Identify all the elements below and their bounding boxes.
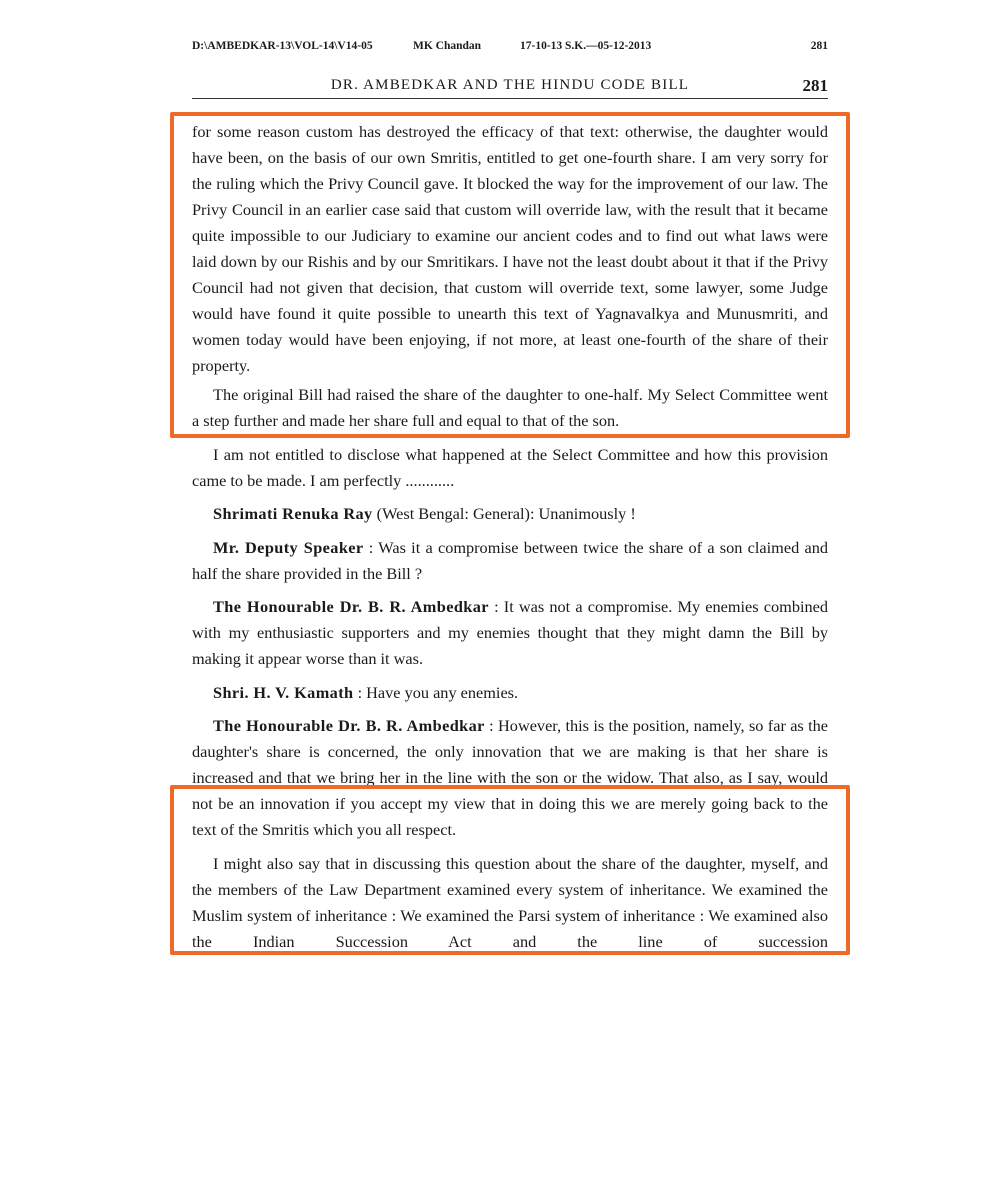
speaker-name: Shrimati Renuka Ray xyxy=(213,504,373,523)
running-head-page-number: 281 xyxy=(802,76,828,95)
scan-file-path: D:\AMBEDKAR-13\VOL-14\V14-05 xyxy=(192,40,373,52)
document-body xyxy=(192,119,828,955)
paragraph: I might also say that in discussing this question about the share of the daughter, myself, and the members of the Law Department examined every system of inheritance. We examined the Muslim system of inheritance : We examined the Parsi system of inheritance : We examined also the Indian Succession Act and the line of succession xyxy=(192,853,828,951)
scan-dates: 17-10-13 S.K.—05-12-2013 xyxy=(520,40,652,52)
speech-kamath: Shri. H. V. Kamath : Have you any enemies. xyxy=(213,682,519,702)
speaker-name: Mr. Deputy Speaker xyxy=(213,537,364,557)
speech-renuka-ray: Shrimati Renuka Ray (West Bengal: General): Unanimously ! xyxy=(213,504,636,523)
speaker-name: Shri. H. V. Kamath xyxy=(213,682,354,702)
speech-ambedkar: The Honourable Dr. B. R. Ambedkar : It was not a compromise. My enemies combined with my enthusiastic supporters and my enemies thought that they might damn the Bill by making it appear worse than it was. xyxy=(192,597,828,668)
speech-ambedkar: The Honourable Dr. B. R. Ambedkar : However, this is the position, namely, so far as the daughter's share is concerned, the only innovation that we are making is that her share is increased and that we bring her in the line with the son or the widow. That also, as I say, would not be an innovation if you accept my view that in doing this we are merely going back to the text of the Smritis which you all respect. xyxy=(192,716,829,839)
paragraph: I am not entitled to disclose what happened at the Select Committee and how this provision came to be made. I am perfectly ............ xyxy=(192,444,828,490)
speaker-name: The Honourable Dr. B. R. Ambedkar xyxy=(213,716,485,735)
paragraph: The original Bill had raised the share of the daughter to one-half. My Select Committee went a step further and made her share full and equal to that of the son. xyxy=(192,385,828,430)
scan-operator: MK Chandan xyxy=(413,40,482,52)
scan-page-number: 281 xyxy=(810,40,828,52)
scan-header xyxy=(192,40,828,58)
speech-deputy-speaker: Mr. Deputy Speaker : Was it a compromise between twice the share of a son claimed and half the share provided in the Bill ? xyxy=(192,537,828,583)
paragraph-continued: for some reason custom has destroyed the efficacy of that text: otherwise, the daughter would have been, on the basis of our own Smritis, entitled to get one-fourth share. I am very sorry for the ruling which the Privy Council gave. It blocked the way for the improvement of our law. The Privy Council in an earlier case said that custom will override law, with the result that it became quite impossible to our Judiciary to examine our ancient codes and to find out what laws were laid down by our Rishis and by our Smritikars. I have not the least doubt about it that if the Privy Council had not given that decision, that custom will override text, some lawyer, some Judge would have found it quite possible to unearth this text of Yagnavalkya and Munusmriti, and women today would have been enjoying, if not more, at least one-fourth of the share of their property. xyxy=(192,122,828,375)
running-head xyxy=(192,76,828,99)
running-head-title: DR. AMBEDKAR AND THE HINDU CODE BILL xyxy=(330,77,690,93)
speaker-name: The Honourable Dr. B. R. Ambedkar xyxy=(213,597,489,616)
